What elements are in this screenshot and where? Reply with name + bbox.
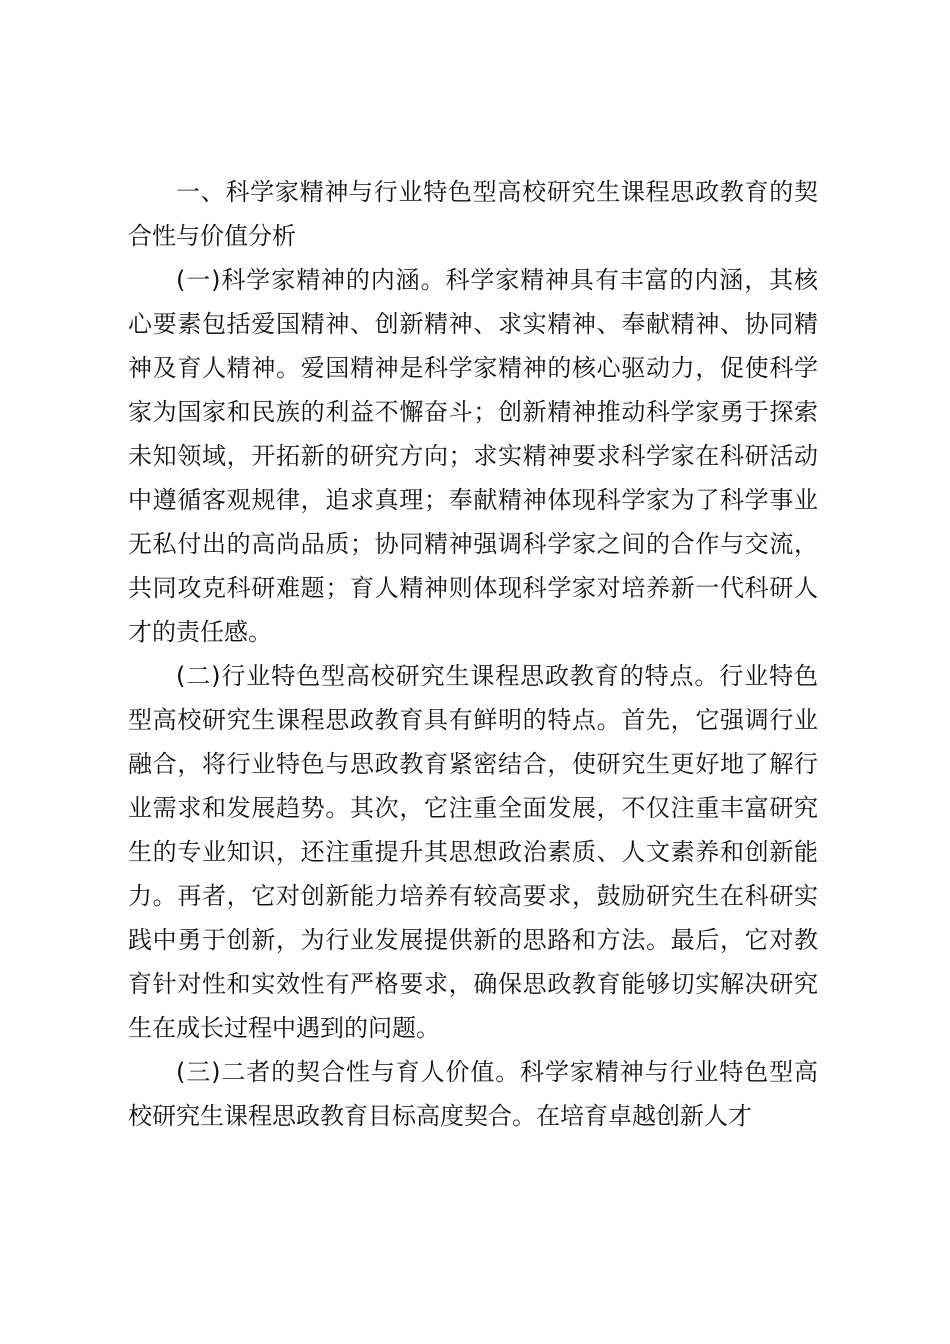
document-body [128,170,818,1138]
paragraph-characteristics: (二)行业特色型高校研究生课程思政教育的特点。行业特色型高校研究生课程思政教育具有鲜明的特点。首先，它强调行业融合，将行业特色与思政教育紧密结合，使研究生更好地了解行业需求和发展趋势。其次，它注重全面发展，不仅注重丰富研究生的专业知识，还注重提升其思想政治素质、人文素养和创新能力。再者，它对创新能力培养有较高要求，鼓励研究生在科研实践中勇于创新，为行业发展提供新的思路和方法。最后，它对教育针对性和实效性有严格要求，确保思政教育能够切实解决研究生在成长过程中遇到的问题。 [128,662,818,1042]
paragraph-connotation: (一)科学家精神的内涵。科学家精神具有丰富的内涵，其核心要素包括爱国精神、创新精神、求实精神、奉献精神、协同精神及育人精神。爱国精神是科学家精神的核心驱动力，促使科学家为国家和民族的利益不懈奋斗；创新精神推动科学家勇于探索未知领域，开拓新的研究方向；求实精神要求科学家在科研活动中遵循客观规律，追求真理；奉献精神体现科学家为了科学事业无私付出的高尚品质；协同精神强调科学家之间的合作与交流，共同攻克科研难题；育人精神则体现科学家对培养新一代科研人才的责任感。 [128,266,818,646]
paragraph-fit-and-value: (三)二者的契合性与育人价值。科学家精神与行业特色型高校研究生课程思政教育目标高度契合。在培育卓越创新人才 [128,1058,818,1130]
section-heading: 一、科学家精神与行业特色型高校研究生课程思政教育的契合性与价值分析 [128,178,818,250]
